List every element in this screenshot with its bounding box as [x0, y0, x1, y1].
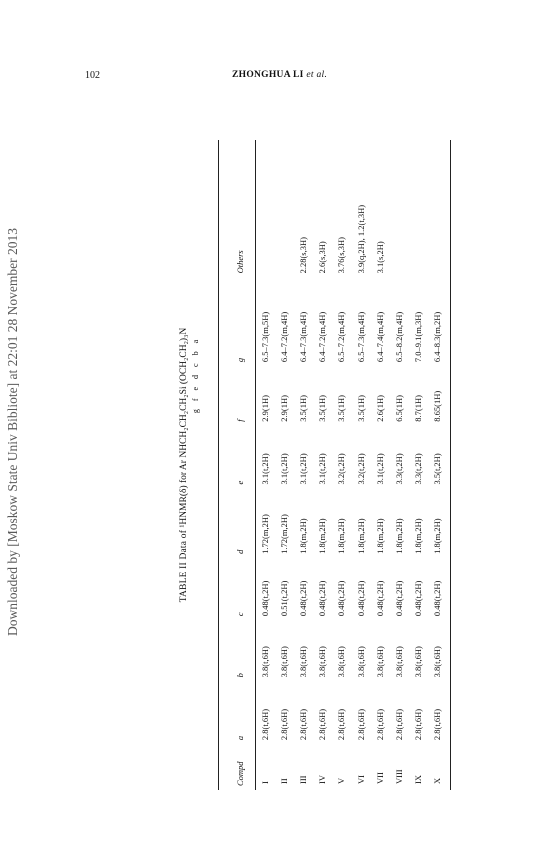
table-cell: 3.8(t,6H): [393, 646, 404, 678]
table-cell: 6.5–8.2(m,4H): [393, 311, 404, 363]
table-cell: 0.48(t,2H): [297, 580, 308, 617]
table-body: [255, 140, 447, 790]
table-cell: 3.5(1H): [317, 395, 328, 422]
table-cell: 2.8(t,6H): [374, 708, 385, 741]
table-cell: 0.48(t,2H): [393, 580, 404, 617]
table-cell: 1.8(m,2H): [393, 518, 404, 554]
table-cell: [409, 140, 428, 277]
table-cell: 1.8(m,2H): [336, 518, 347, 554]
compound-id-cell: X: [432, 777, 443, 784]
table-cell: 3.8(t,6H): [259, 646, 270, 678]
table-cell: 6.4–7.2(m,4H): [317, 311, 328, 363]
download-watermark: Downloaded by [Moskow State Univ Bibliote] at 22:01 28 November 2013: [5, 228, 20, 636]
table-caption: [178, 140, 214, 790]
table-cell: [428, 140, 447, 277]
table-cell: 3.1(t,2H): [278, 453, 289, 485]
table-row: [389, 140, 408, 790]
compound-id-cell: IV: [317, 775, 328, 784]
table-cell: 3.1(s,2H): [374, 241, 385, 274]
column-header: f: [235, 419, 245, 422]
table-cell: 2.8(t,6H): [336, 708, 347, 741]
table-cell: 0.48(t,2H): [374, 580, 385, 617]
table-cell: [389, 140, 408, 277]
compound-id-cell: II: [278, 778, 289, 784]
table-cell: 1.8(m,2H): [297, 518, 308, 554]
table-cell: 7.0–9.1(m,3H): [413, 311, 424, 363]
column-header: c: [235, 612, 245, 617]
running-head-authors: ZHONGHUA LI: [232, 70, 304, 80]
table-cell: 3.8(t,6H): [413, 646, 424, 678]
page-number: 102: [85, 70, 100, 81]
table-top-rule: [218, 140, 219, 790]
table-cell: 3.2(t,2H): [355, 453, 366, 485]
table-row: [313, 140, 332, 790]
table-cell: 2.8(t,6H): [432, 708, 443, 741]
table-cell: 3.5(1H): [355, 395, 366, 422]
table-row: [332, 140, 351, 790]
caption-formula: Ar NHCH₂CH₂CH₂Si (OCH₂CH₂)₃N: [179, 327, 189, 471]
table-cell: 6.4–7.4(m,4H): [374, 311, 385, 363]
table-cell: 1.8(m,2H): [317, 518, 328, 554]
table-cell: 1.8(m,2H): [374, 518, 385, 554]
compound-id-cell: VII: [374, 772, 385, 784]
table-cell: 2.9(1H): [259, 395, 270, 422]
table-cell: 6.4–8.3(m,2H): [432, 311, 443, 363]
table-cell: 2.28(s,3H): [297, 237, 308, 274]
table-cell: 2.6(1H): [374, 395, 385, 422]
table-cell: 3.8(t,6H): [297, 646, 308, 678]
table-cell: 6.5–7.3(m,4H): [355, 311, 366, 363]
table-cell: 6.5–7.3(m,5H): [259, 311, 270, 363]
table-cell: 2.8(t,6H): [413, 708, 424, 741]
table-cell: 2.8(t,6H): [393, 708, 404, 741]
table-row: [370, 140, 389, 790]
table-bottom-rule: [450, 140, 451, 790]
table-row: [428, 140, 447, 790]
table-cell: 1.8(m,2H): [355, 518, 366, 554]
column-header: Others: [235, 250, 245, 274]
table-cell: [255, 140, 274, 277]
table-row: [351, 140, 370, 790]
compound-id-cell: V: [336, 777, 347, 784]
table-cell: 1.72(m,2H): [259, 514, 270, 554]
compound-id-cell: I: [259, 781, 270, 784]
running-head-suffix: et al.: [306, 70, 328, 80]
table-cell: 3.8(t,6H): [317, 646, 328, 678]
compound-id-cell: IX: [413, 775, 424, 784]
table-cell: 3.76(s,3H): [336, 237, 347, 274]
column-header: e: [235, 480, 245, 485]
table-cell: 2.8(t,6H): [355, 708, 366, 741]
table-cell: 3.8(t,6H): [432, 646, 443, 678]
nmr-data-table: [225, 140, 447, 790]
table-cell: 8.65(1H): [432, 390, 443, 422]
table-cell: 2.8(t,6H): [317, 708, 328, 741]
table-cell: [274, 140, 293, 277]
table-row: [409, 140, 428, 790]
table-cell: 0.51(t,2H): [278, 580, 289, 617]
table-cell: 8.7(1H): [413, 395, 424, 422]
column-header: g: [235, 357, 245, 363]
table-cell: 1.8(m,2H): [413, 518, 424, 554]
table-cell: 3.8(t,6H): [336, 646, 347, 678]
table-row: [255, 140, 274, 790]
column-header: Compd: [235, 761, 245, 786]
table-cell: 6.4–7.2(m,4H): [278, 311, 289, 363]
table-cell: 3.1(t,2H): [259, 453, 270, 485]
table-header-row: [225, 140, 255, 790]
column-header: a: [235, 735, 245, 741]
table-cell: 3.1(t,2H): [297, 453, 308, 485]
header-rule: [255, 140, 256, 790]
table-cell: 2.8(t,6H): [297, 708, 308, 741]
table-cell: 2.6(s,3H): [317, 241, 328, 274]
table-cell: 0.48(t,2H): [355, 580, 366, 617]
table-row: [274, 140, 293, 790]
table-cell: 0.48(t,2H): [413, 580, 424, 617]
table-cell: 1.72(m,2H): [278, 514, 289, 554]
table-cell: 3.8(t,6H): [374, 646, 385, 678]
table-cell: 3.8(t,6H): [278, 646, 289, 678]
formula-position-letters: g f e d c b a: [191, 336, 200, 414]
table-row: [293, 140, 312, 790]
table-cell: 3.8(t,6H): [355, 646, 366, 678]
table-cell: 0.48(t,2H): [259, 580, 270, 617]
compound-id-cell: III: [297, 775, 308, 784]
table-cell: 3.3(t,2H): [393, 453, 404, 485]
table-cell: 6.5–7.2(m,4H): [336, 311, 347, 363]
compound-id-cell: VIII: [393, 769, 404, 784]
table-cell: 0.48(t,2H): [432, 580, 443, 617]
table-cell: 6.4–7.3(m,4H): [297, 311, 308, 363]
table-cell: 3.1(t,2H): [317, 453, 328, 485]
table-cell: 2.9(1H): [278, 395, 289, 422]
running-head: [232, 70, 327, 80]
compound-id-cell: VI: [355, 775, 366, 784]
caption-method: ¹HNMR(δ) for: [179, 471, 189, 528]
table-cell: 3.9(q,2H), 1.2(t,3H): [355, 204, 366, 274]
table-cell: 3.5(t,2H): [432, 453, 443, 485]
table-cell: 2.8(t,6H): [259, 708, 270, 741]
table-cell: 3.1(t,2H): [374, 453, 385, 485]
caption-lead: TABLE II Data of: [179, 529, 189, 603]
column-header: d: [235, 549, 245, 554]
rotated-table-page: [178, 140, 443, 790]
table-cell: 0.48(t,2H): [317, 580, 328, 617]
table-cell: 1.8(m,2H): [432, 518, 443, 554]
table-cell: 6.5(1H): [393, 395, 404, 422]
table-cell: 3.2(t,2H): [336, 453, 347, 485]
table-cell: 3.3(t,2H): [413, 453, 424, 485]
table-cell: 0.48(t,2H): [336, 580, 347, 617]
table-cell: 3.5(1H): [297, 395, 308, 422]
table-cell: 2.8(t,6H): [278, 708, 289, 741]
column-header: b: [235, 673, 245, 678]
table-cell: 3.5(1H): [336, 395, 347, 422]
